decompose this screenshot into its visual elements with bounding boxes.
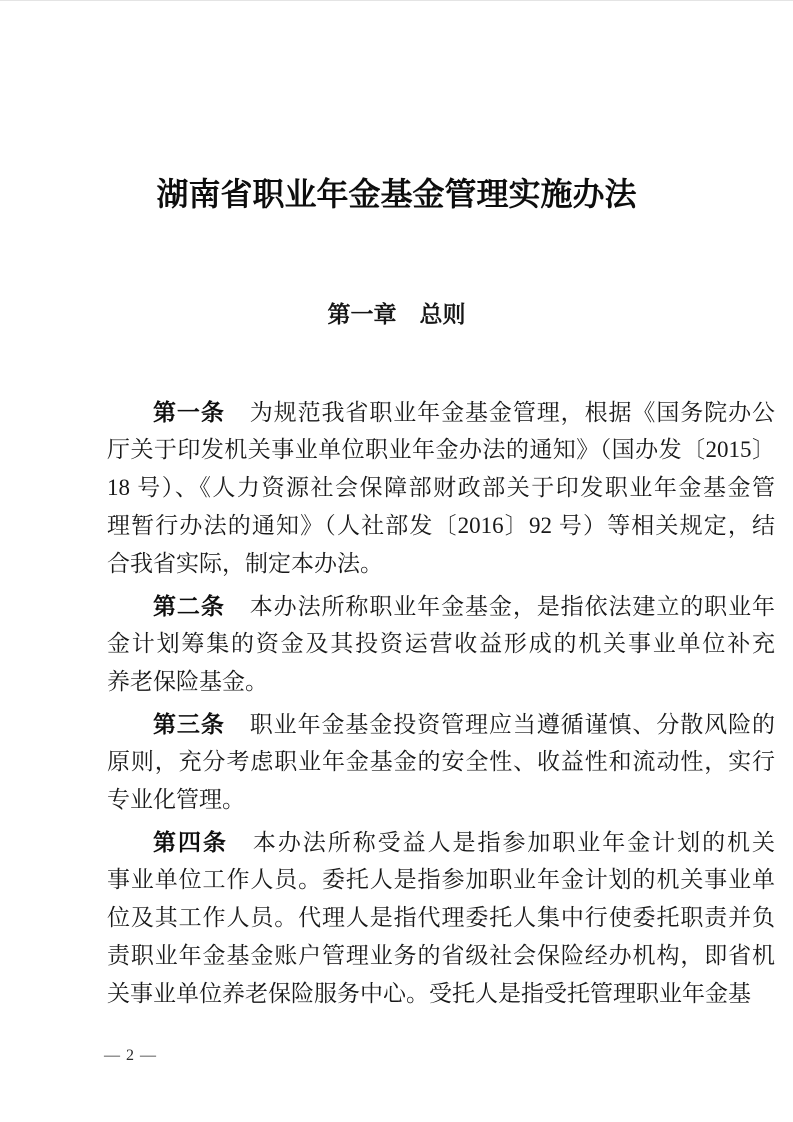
clause-label: 第二条: [153, 593, 225, 619]
body-line-text: 职业年金基金投资管理应当遵循谨慎、分散风险的: [249, 712, 775, 737]
clause-label: 第三条: [153, 711, 225, 737]
body-line: 养老保险基金。: [107, 669, 268, 694]
body-line: 18 号）、《人力资源社会保障部财政部关于印发职业年金基金管: [107, 475, 775, 500]
body-line: 厅关于印发机关事业单位职业年金办法的通知》（国办发〔2015〕: [107, 437, 775, 462]
body-line-text: 为规范我省职业年金基金管理，根据《国务院办公: [249, 400, 775, 425]
body-line: 合我省实际，制定本办法。: [107, 551, 383, 576]
body-line: [107, 393, 775, 431]
paragraph-clause-2: [107, 587, 775, 701]
body-line: 专业化管理。: [107, 787, 245, 812]
page-number: — 2 —: [104, 1047, 157, 1064]
body-line: 原则，充分考虑职业年金基金的安全性、收益性和流动性，实行: [107, 749, 775, 774]
body-line: 责职业年金基金账户管理业务的省级社会保险经办机构，即省机: [107, 943, 775, 968]
paragraph-clause-4: [107, 823, 775, 1013]
clause-label: 第四条: [153, 829, 228, 855]
body-line: 金计划筹集的资金及其投资运营收益形成的机关事业单位补充: [107, 631, 775, 656]
body-line: 位及其工作人员。代理人是指代理委托人集中行使委托职责并负: [107, 905, 775, 930]
document-title: 湖南省职业年金基金管理实施办法: [156, 176, 637, 212]
body-line: 理暂行办法的通知》（人社部发〔2016〕92 号）等相关规定，结: [107, 513, 775, 538]
clause-label: 第一条: [153, 399, 225, 425]
body-line-text: 本办法所称职业年金基金，是指依法建立的职业年: [249, 594, 775, 619]
paragraph-clause-1: [107, 393, 775, 583]
body-line: [107, 587, 775, 625]
body-line: 关事业单位养老保险服务中心。受托人是指受托管理职业年金基: [107, 981, 751, 1006]
body-line: [107, 823, 775, 861]
body-line: 事业单位工作人员。委托人是指参加职业年金计划的机关事业单: [107, 867, 775, 892]
chapter-heading: 第一章 总则: [327, 301, 466, 327]
body-line: [107, 705, 775, 743]
paragraph-clause-3: [107, 705, 775, 819]
document-body: [107, 393, 775, 1017]
body-line-text: 本办法所称受益人是指参加职业年金计划的机关: [252, 830, 775, 855]
